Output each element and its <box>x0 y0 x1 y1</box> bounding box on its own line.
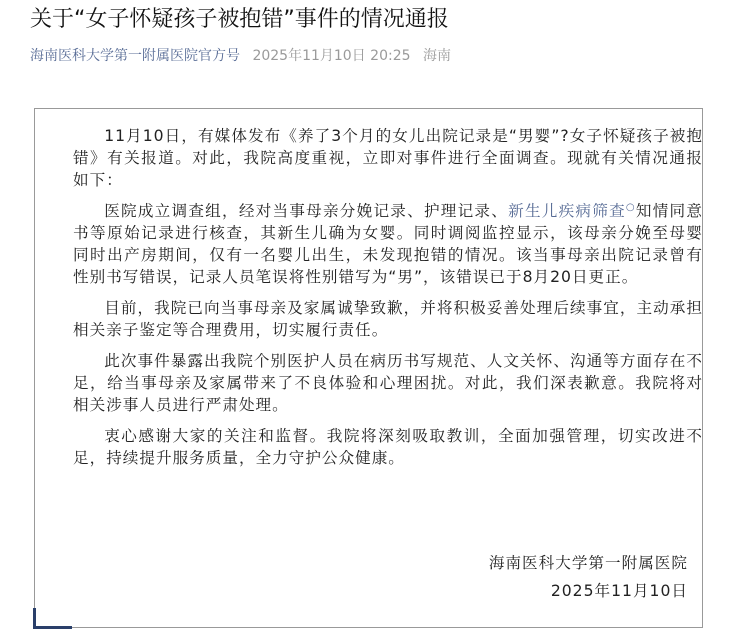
article-title: 关于“女子怀疑孩子被抱错”事件的情况通报 <box>30 7 449 32</box>
signature-block <box>489 549 688 605</box>
paragraph-1: 11月10日，有媒体发布《养了3个月的女儿出院记录是“男婴”?女子怀疑孩子被抱错》有关报道。对此，我院高度重视，立即对事件进行全面调查。现就有关情况通报如下： <box>73 127 703 189</box>
signer-name: 海南医科大学第一附属医院 <box>488 554 688 572</box>
notice-body <box>73 125 703 478</box>
publish-date: 2025年11月10日 20:25 <box>252 48 411 64</box>
paragraph-2-part-a: 医院成立调查组，经对当事母亲分娩记录、护理记录、 <box>104 202 509 220</box>
corner-decoration <box>33 608 72 629</box>
notice-image <box>34 108 703 628</box>
sign-date: 2025年11月10日 <box>550 582 688 600</box>
article-meta <box>30 46 730 66</box>
publish-location: 海南 <box>422 48 451 64</box>
keyword-link[interactable]: 新生儿疾病筛查 <box>508 202 626 220</box>
paragraph-4: 此次事件暴露出我院个别医护人员在病历书写规范、人文关怀、沟通等方面存在不足，给当事母亲及家属带来了不良体验和心理困扰。对此，我们深表歉意。我院将对相关涉事人员进行严肃处理。 <box>73 352 703 414</box>
paragraph-2 <box>73 200 703 288</box>
account-name-link[interactable]: 海南医科大学第一附属医院官方号 <box>30 48 240 64</box>
paragraph-5: 衷心感谢大家的关注和监督。我院将深刻吸取教训，全面加强管理，切实改进不足，持续提升服务质量，全力守护公众健康。 <box>73 427 703 467</box>
paragraph-3: 目前，我院已向当事母亲及家属诚挚致歉，并将积极妥善处理后续事宜，主动承担相关亲子鉴定等合理费用，切实履行责任。 <box>73 299 703 339</box>
paragraph-2-part-b: 知情同意书等原始记录进行核查，其新生儿确为女婴。同时调阅监控显示，该母亲分娩至母婴同时出产房期间，仅有一名婴儿出生，未发现抱错的情况。该当事母亲出院记录曾有性别书写错误，记录人员笔误将性别错写为“男”，该错误已于8月20日更正。 <box>73 202 703 286</box>
search-icon[interactable]: ○ <box>625 201 636 213</box>
